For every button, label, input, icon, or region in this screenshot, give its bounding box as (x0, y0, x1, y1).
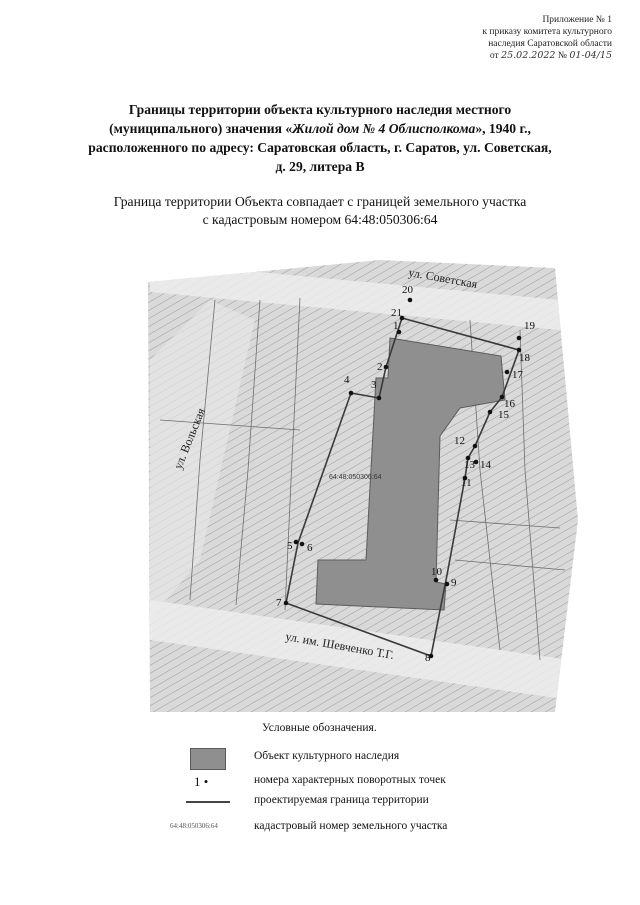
street-label-volskaya: ул. Вольская (170, 405, 208, 472)
street-label-sovetskaya: ул. Советская (407, 265, 479, 292)
turning-point-15[interactable] (488, 410, 493, 415)
point-label-18: 18 (519, 352, 530, 364)
legend-row-points (170, 772, 610, 792)
turning-point-10[interactable] (434, 578, 439, 583)
turning-point-9[interactable] (445, 582, 450, 587)
title-line-1: Границы территории объекта культурного наследия местного (128, 102, 512, 117)
turning-point-20[interactable] (408, 298, 413, 303)
turning-point-19[interactable] (517, 336, 522, 341)
point-label-11: 11 (461, 477, 472, 489)
turning-point-5[interactable] (294, 540, 299, 545)
point-label-16: 16 (504, 398, 515, 410)
turning-point-17[interactable] (505, 370, 510, 375)
parcel-number-label: 64:48:050306:64 (329, 474, 382, 481)
object-name: Жилой дом № 4 Облисполкома (292, 121, 476, 136)
point-sample: 1 • (194, 774, 209, 789)
point-label-5: 5 (287, 540, 293, 552)
turning-point-2[interactable] (384, 365, 389, 370)
title-line-3: расположенного по адресу: Саратовская область, г. Саратов, ул. Советская, (88, 140, 552, 155)
legend-row-heritage (170, 748, 610, 768)
point-label-10: 10 (431, 566, 442, 578)
legend-row-boundary (170, 792, 610, 812)
cadastral-sample: 64:48:050306:64 (170, 822, 218, 830)
appendix-from-label: от (489, 51, 499, 61)
turning-point-4[interactable] (349, 391, 354, 396)
appendix-date: 25.02.2022 (501, 50, 556, 61)
point-label-4: 4 (344, 374, 350, 386)
point-label-14: 14 (480, 459, 491, 471)
street-label-shevchenko: ул. им. Шевченко Т.Г. (284, 629, 396, 663)
note-line-1: Граница территории Объекта совпадает с границей земельного участка (113, 194, 527, 209)
point-label-13: 13 (464, 459, 475, 471)
title-line-4: д. 29, литера В (275, 159, 365, 174)
legend-points-label: номера характерных поворотных точек (254, 774, 446, 786)
point-label-2: 2 (377, 361, 383, 373)
appendix-line-3: наследия Саратовской области (488, 39, 612, 49)
appendix-number: 01-04/15 (569, 50, 612, 61)
point-label-3: 3 (371, 379, 377, 391)
turning-point-7[interactable] (284, 601, 289, 606)
appendix-line-1: Приложение № 1 (542, 15, 612, 25)
turning-point-6[interactable] (300, 542, 305, 547)
legend-cadastral-label: кадастровый номер земельного участка (254, 820, 448, 832)
legend-title: Условные обозначения. (262, 722, 377, 734)
point-label-19: 19 (524, 320, 535, 332)
point-label-6: 6 (307, 542, 313, 554)
point-label-21: 21 (391, 307, 402, 319)
legend-boundary-label: проектируемая граница территории (254, 794, 429, 806)
turning-point-12[interactable] (473, 444, 478, 449)
point-label-20: 20 (402, 284, 413, 296)
point-label-17: 17 (512, 369, 523, 381)
heritage-swatch (190, 748, 226, 770)
appendix-line-2: к приказу комитета культурного (482, 27, 612, 37)
legend-heritage-label: Объект культурного наследия (254, 750, 400, 762)
point-label-15: 15 (498, 409, 509, 421)
boundary-line-swatch (186, 801, 230, 803)
note-line-2: с кадастровым номером 64:48:050306:64 (202, 212, 438, 227)
title-line-2-start: (муниципального) значения « (109, 121, 293, 136)
point-label-12: 12 (454, 435, 465, 447)
legend-row-cadastral (170, 818, 610, 838)
point-label-1: 1 (393, 320, 399, 332)
appendix-number-label: № (557, 51, 567, 61)
point-label-9: 9 (451, 577, 457, 589)
point-label-8: 8 (425, 652, 431, 664)
turning-point-3[interactable] (377, 396, 382, 401)
point-label-7: 7 (276, 597, 282, 609)
title-line-2-end: », 1940 г., (475, 121, 531, 136)
